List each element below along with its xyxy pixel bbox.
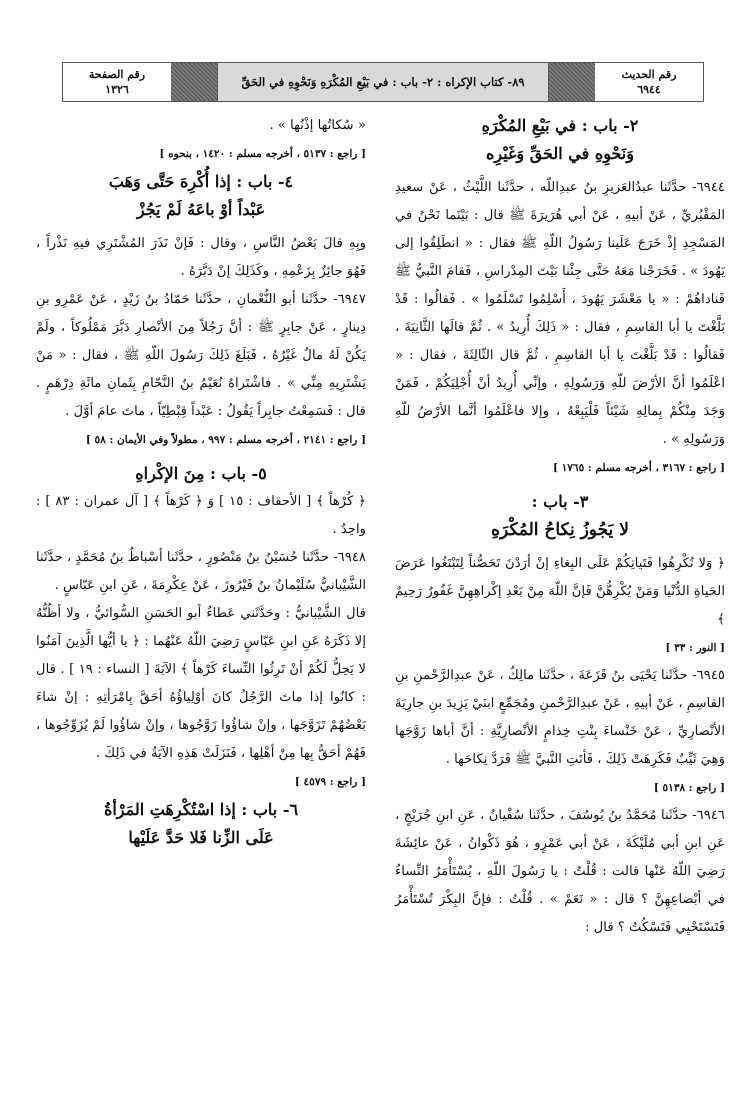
hadith-number: ٦٩٤٤ [637,83,661,96]
hadith-6944-reference: [ راجع : ٣١٦٧ ، أخرجه مسلم : ١٧٦٥ ] [553,462,725,474]
chapter-3-subheading: لا يَجُوزُ نِكاحُ المُكْرَهِ [491,520,629,540]
left-column [36,112,366,852]
hadith-6947-reference: [ راجع : ٢١٤١ ، أخرجه مسلم : ٩٩٧ ، مطولاً وفي الأيمان : ٥٨ ] [85,434,366,446]
page-number: ١٣٢٦ [105,83,129,96]
chapter-4-text: وبِهِ قالَ بَعْضُ النَّاسِ ، وقال : فَإنْ نَذَرَ المُشْتَرِي فيهِ نَذْراً ، فَهُوَ جائِزٌ بِزَعْمِهِ ، وكَذَلِكَ إنْ دَبَّرَهُ . [36,236,366,279]
chapter-2-heading-line2: وَنَحْوِهِ في الحَقِّ وَغَيْرِه [486,144,634,163]
page-number-label: رقم الصفحة [88,68,146,81]
chapter-2-heading: ٢- باب : في بَيْعِ المُكْرَهِ [481,116,639,135]
chapter-title: ٨٩- كتاب الإكراه : ٢- باب : في بَيْعِ المُكْرَهِ وَنَحْوِهِ في الحَقِّ [217,63,549,101]
chapter-4-heading: ٤- باب : إذا أُكْرِهَ حَتَّى وَهَبَ [108,172,294,191]
continuation-text: « سُكاتُها إذْنُها » . [269,118,366,133]
chapter-6-heading-line2: عَلَى الزِّنا فَلا حَدَّ عَلَيْها [128,828,274,847]
page-number-box [63,63,171,101]
hadith-6947: ٦٩٤٧- حدَّثَنا أبو النُّعْمانِ ، حدَّثَنا حَمّادُ بنُ زَيْدٍ ، عَنْ عَمْرِو بنِ دِينارٍ ، عَنْ جابِرٍ ﷺ : أنَّ رَجُلاً مِنَ الأنْصارِ دَبَّرَ مَمْلُوكاً ، ولَمْ يَكُنْ لَهُ مالٌ غَيْرُهُ ، فَبَلَغَ ذَلِكَ رَسُولَ اللّهِ ﷺ ، فقال : « مَنْ يَشْتَرِيهِ مِنِّي » . فاشْتَراهُ نُعَيْمُ بنُ النَّحّامِ بِثَمانِ مائَةِ دِرْهَمٍ . قال : فَسَمِعْتُ جابِراً يَقُولُ : عَبْداً قِبْطِيّاً ، ماتَ عامَ أوَّلَ . [36,292,366,419]
hadith-6948-reference: [ راجع : ٤٥٧٩ ] [294,776,366,788]
chapter-4-heading-line2: عَبْداً أوْ باعَهُ لَمْ يَجُزْ [136,200,266,219]
hadith-6948: ٦٩٤٨- حدَّثَنا حُسَيْنُ بنُ مَنْصُورٍ ، حدَّثَنا أسْباطُ بنُ مُحَمَّدٍ ، حدَّثَنا الشَّيْبانيُّ سُلَيْمانُ بنُ فَيْرُوزَ ، عَنْ عِكْرِمَةَ ، عَنِ ابنِ عَبّاسٍ . [36,550,366,593]
header-pattern-left [171,63,217,101]
hadith-number-box [595,63,703,101]
page-header [62,62,704,102]
chapter-5-heading: ٥- باب : مِنَ الإكْراهِ [135,464,267,483]
chapter-6-heading: ٦- باب : إذا اسْتُكْرِهَتِ المَرْأةُ [103,800,299,819]
continuation-reference: [ راجع : ٥١٣٧ ، أخرجه مسلم : ١٤٢٠ ، بنحوه ] [159,148,366,160]
quran-verse: ﴿ وَلا تُكْرِهُوا فَتَياتِكُمْ عَلَى البِغاءِ إنْ أرَدْنَ تَحَصُّناً لِتَبْتَغُوا عَرَضَ الحَياةِ الدُّنْيا وَمَنْ يُكْرِهُّنَّ فَإنَّ اللّهَ مِنْ بَعْدِ إكْراهِهِنَّ غَفُورٌ رَحِيمٌ ﴾ [395,556,725,627]
chapter-5-text: ﴿ كُرْهاً ﴾ [ الأحقاف : ١٥ ] وَ ﴿ كَرْهاً ﴾ [ آل عمران : ٨٣ ] : واحِدٌ . [36,494,366,537]
hadith-6945: ٦٩٤٥- حدَّثَنا يَحْيَى بنُ قَزَعَةَ ، حدَّثَنا مالِكٌ ، عَنْ عبدِالرَّحْمنِ بنِ القاسِمِ ، عَنْ أبيهِ ، عَنْ عبدِالرَّحْمنِ ومُجَمِّعٍ ابنَيْ يَزِيدَ بنِ جارِيَةَ الأنْصارِيِّ ، عَنْ خَنْساءَ بِنْتِ خِذامٍ الأنْصارِيَّةِ : أنَّ أباها زَوَّجَها وَهِيَ ثَيِّبٌ فَكَرِهَتْ ذَلِكَ ، فَأتَتِ النَّبيَّ ﷺ فَرَدَّ نِكاحَها . [395,668,725,767]
header-pattern-right [549,63,595,101]
hadith-6948-continued: قال الشَّيْبانيُّ : وحَدَّثَني عَطاءٌ أبو الحَسَنِ السُّوائيُّ ، ولا أظُنُّهُ إلا ذَكَرَهُ عَنِ ابنِ عَبّاسٍ رَضِيَ اللّهُ عَنْهُما : ﴿ يا أيُّها الَّذِينَ آمَنُوا لا يَحِلُّ لَكُمْ أنْ تَرِثُوا النِّساءَ كَرْهاً ﴾ الآيَةَ [ النساء : ١٩ ] . قال : كانُوا إذا ماتَ الرَّجُلُ كانَ أوْلِياؤُهُ أحَقَّ بِامْرَأتِهِ : إنْ شاءَ بَعْضُهُمْ تَزَوَّجَها ، وإنْ شاؤُوا زَوَّجُوها ، وإنْ شاؤُوا لَمْ يُزَوِّجُوها ، فَهُمْ أحَقُّ بِها مِنْ أهْلِها ، فَنَزَلَتْ هَذِهِ الآيَةُ في ذَلِكَ . [36,606,366,761]
quran-reference: [ النور : ٣٣ ] [665,642,725,654]
chapter-3-heading: ٣- باب : [531,492,589,511]
hadith-number-label: رقم الحديث [621,68,677,81]
hadith-6946: ٦٩٤٦- حدَّثَنا مُحَمَّدُ بنُ يُوسُفَ ، حدَّثَنا سُفْيانُ ، عَنِ ابنِ جُرَيْجٍ ، عَنِ ابنِ أبي مُلَيْكَةَ ، عَنْ أبي عَمْرٍو ، هُوَ ذَكْوانُ ، عَنْ عائِشَةَ رَضِيَ اللّهُ عَنْها قالت : قُلْتُ : يا رَسُولَ اللّهِ ، يُسْتَأْمَرُ النِّساءُ في أبْضاعِهِنَّ ؟ قال : « نَعَمْ » . قُلْتُ : فإنَّ البِكْرَ تُسْتَأْمَرُ فَتَسْتَحْيِي فَتَسْكُتُ ؟ قال : [395,808,725,935]
hadith-6944: ٦٩٤٤- حدَّثَنا عبدُالعَزيزِ بنُ عبدِاللّه ، حدَّثَنا اللَّيْثُ ، عَنْ سعيدِ المَقْبُريِّ ، عَنْ أبيهِ ، عَنْ أبي هُرَيرَةَ ﷺ قال : بَيْنَما نَحْنُ في المَسْجِدِ إذْ خَرَجَ عَلَينا رَسُولُ اللّهِ ﷺ فقال : « انطَلِقُوا إلى يَهُودَ » . فَخَرَجْنا مَعَهُ حَتَّى جِئْنا بَيْتَ المِدْراسِ ، فَقامَ النَّبيُّ ﷺ فَناداهُمْ : « يا مَعْشَرَ يَهُودَ ، أَسْلِمُوا تَسْلَمُوا » . فَقالُوا : قَدْ بَلَّغْتَ يا أبا القاسِمِ ، فقال : « ذَلِكَ أُرِيدُ » . ثُمَّ قالَها الثَّانِيَةَ ، فَقالُوا : قَدْ بَلَّغْتَ يا أبا القاسِمِ ، ثُمَّ قال الثّالِثَةَ ، فقال : « اعْلَمُوا أنَّ الأرْضَ للّهِ وَرَسُولِهِ ، وإنِّي أُرِيدُ أنْ أُجْلِيَكُمْ ، فَمَنْ وَجَدَ مِنْكُمْ بِمالِهِ شَيْئاً فَلْيَبِعْهُ ، وإلا فاعْلَمُوا أنَّما الأرْضُ للّهِ وَرَسُولِهِ » . [395,180,725,447]
hadith-6945-reference: [ راجع : ٥١٣٨ ] [653,782,725,794]
right-column [395,112,725,942]
